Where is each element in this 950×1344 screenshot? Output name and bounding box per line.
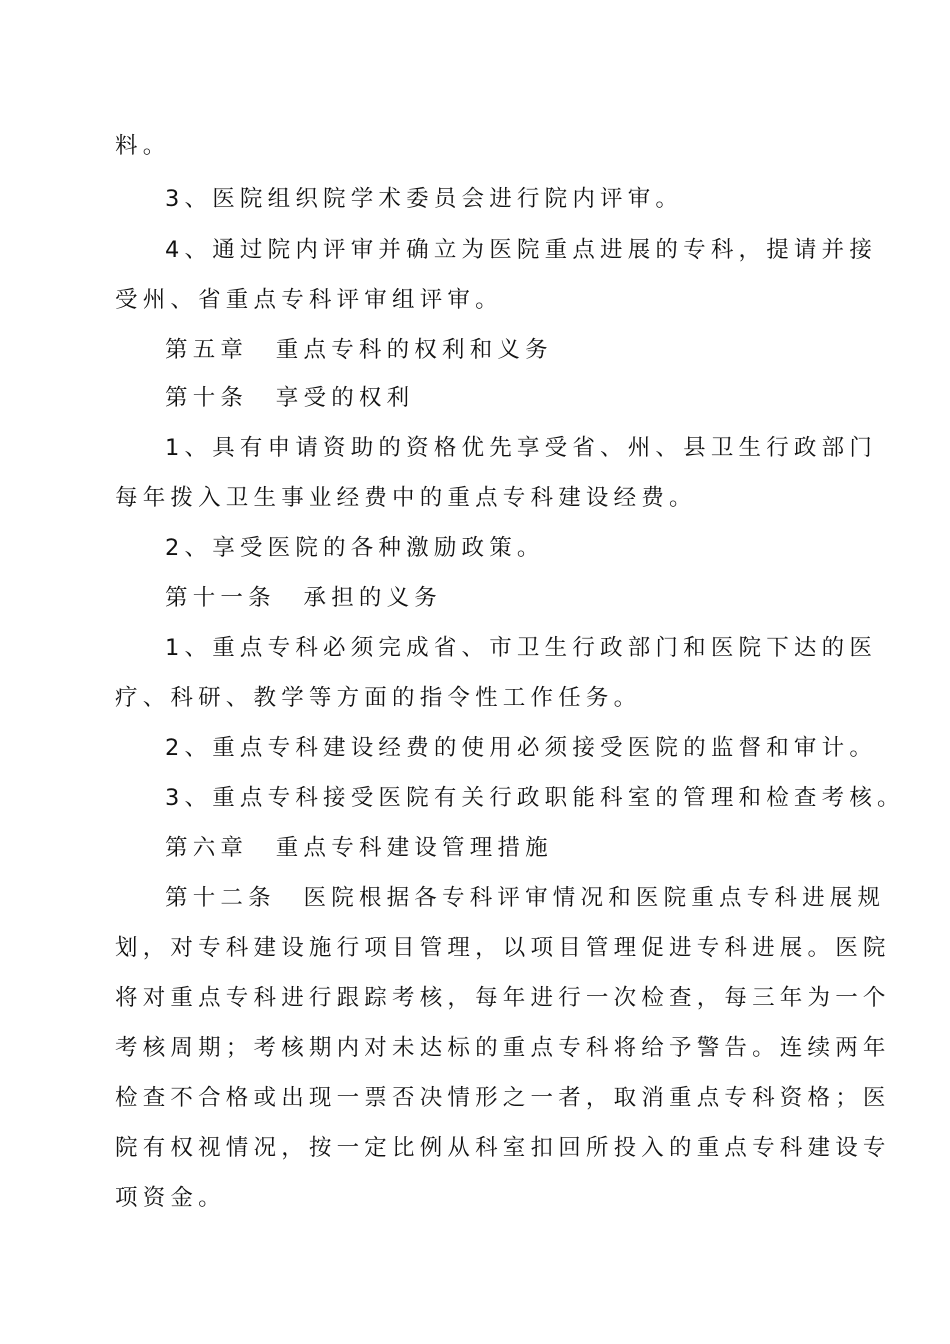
text-line: 4、通过院内评审并确立为医院重点进展的专科，提请并接	[165, 237, 878, 263]
text-line: 3、重点专科接受医院有关行政职能科室的管理和检查考核。	[165, 785, 905, 811]
text-line: 每年拨入卫生事业经费中的重点专科建设经费。	[115, 485, 697, 511]
article-heading: 第十条 享受的权利	[165, 385, 415, 411]
text-line: 检查不合格或出现一票否决情形之一者，取消重点专科资格；医	[115, 1085, 891, 1111]
text-line: 项资金。	[115, 1185, 226, 1211]
text-line: 1、具有申请资助的资格优先享受省、州、县卫生行政部门	[165, 435, 878, 461]
text-line: 将对重点专科进行跟踪考核，每年进行一次检查，每三年为一个	[115, 985, 891, 1011]
article-heading: 第十一条 承担的义务	[165, 585, 443, 611]
text-line: 2、享受医院的各种激励政策。	[165, 535, 545, 561]
text-line: 料。	[115, 133, 171, 159]
chapter-heading: 第五章 重点专科的权利和义务	[165, 337, 553, 363]
text-line: 3、医院组织院学术委员会进行院内评审。	[165, 186, 684, 212]
text-line: 1、重点专科必须完成省、市卫生行政部门和医院下达的医	[165, 635, 878, 661]
text-line: 考核周期；考核期内对未达标的重点专科将给予警告。连续两年	[115, 1035, 891, 1061]
article-text-line: 第十二条 医院根据各专科评审情况和医院重点专科进展规	[165, 885, 886, 911]
text-line: 疗、科研、教学等方面的指令性工作任务。	[115, 685, 642, 711]
text-line: 院有权视情况，按一定比例从科室扣回所投入的重点专科建设专	[115, 1135, 891, 1161]
text-line: 划，对专科建设施行项目管理，以项目管理促进专科进展。医院	[115, 935, 891, 961]
chapter-heading: 第六章 重点专科建设管理措施	[165, 835, 553, 861]
text-line: 受州、省重点专科评审组评审。	[115, 287, 503, 313]
text-line: 2、重点专科建设经费的使用必须接受医院的监督和审计。	[165, 735, 878, 761]
